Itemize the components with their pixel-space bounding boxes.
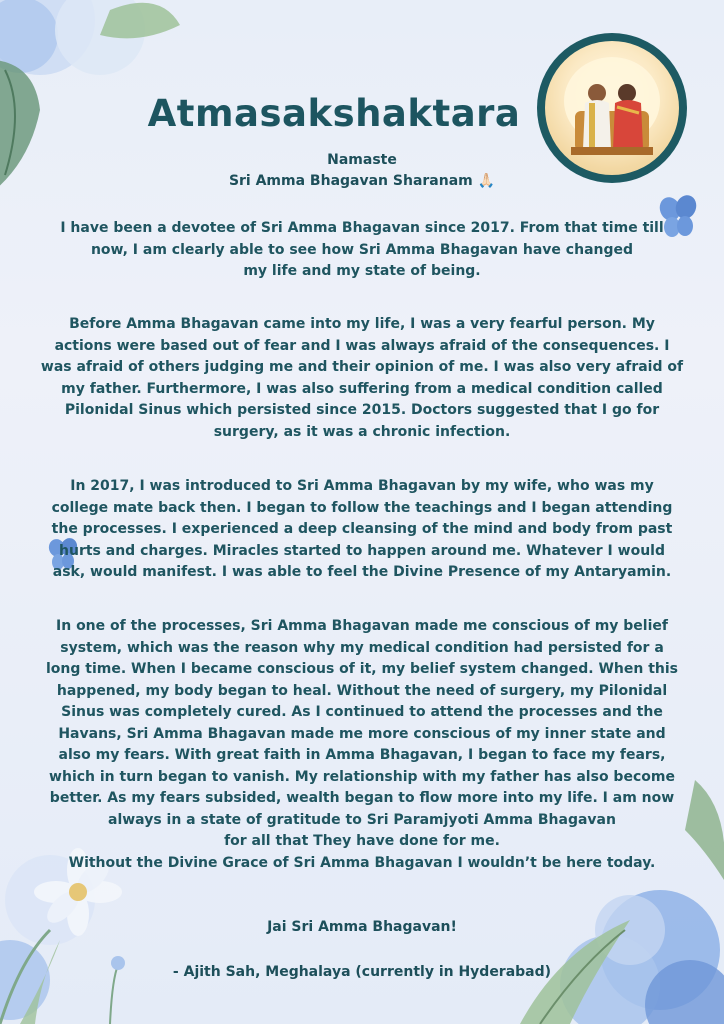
text-line: happened, my body began to heal. Without the need of surgery, my Pilonidal — [56, 682, 668, 699]
paragraph-devotee — [30, 218, 694, 283]
text-line: Without the Divine Grace of Sri Amma Bhagavan I wouldn’t be here today. — [68, 854, 656, 871]
text-line: system, which was the reason why my medical condition had persisted for a — [60, 639, 664, 656]
text-line: always in a state of gratitude to Sri Paramjyoti Amma Bhagavan — [108, 811, 616, 828]
text-line: Sinus was completely cured. As I continued to attend the processes and the — [61, 704, 663, 720]
text-line: actions were based out of fear and I was always afraid of the consequences. I — [54, 337, 670, 354]
text-line: my father. Furthermore, I was also suffering from a medical condition called — [61, 380, 663, 397]
text-line: ask, would manifest. I was able to feel the Divine Presence of my Antaryamin. — [52, 564, 672, 580]
text-line: the processes. I experienced a deep cleansing of the mind and body from past — [51, 521, 673, 537]
text-line: surgery, as it was a chronic infection. — [213, 423, 511, 440]
text-line: I have been a devotee of Sri Amma Bhagavan since 2017. From that time till — [60, 220, 664, 236]
paragraph-processes — [30, 616, 694, 874]
text-line: also my fears. With great faith in Amma Bhagavan, I began to face my fears, — [58, 747, 666, 763]
text-line: my life and my state of being. — [243, 263, 481, 279]
text-line: Havans, Sri Amma Bhagavan made me more conscious of my inner state and — [58, 725, 666, 742]
paragraph-introduced — [30, 476, 694, 584]
text-line: now, I am clearly able to see how Sri Amma Bhagavan have changed — [90, 241, 634, 258]
greeting-namaste: Namaste — [327, 152, 397, 168]
text-line: was afraid of others judging me and their opinion of me. I was also very afraid of — [40, 359, 684, 375]
text-line: hurts and charges. Miracles started to happen around me. Whatever I would — [59, 542, 665, 559]
text-line: for all that They have done for me. — [224, 833, 500, 849]
paragraph-before — [30, 314, 694, 443]
text-line: In one of the processes, Sri Amma Bhagavan made me conscious of my belief — [56, 618, 668, 634]
text-line: college mate back then. I began to follow the teachings and I began attending — [51, 499, 673, 516]
text-line: long time. When I became conscious of it, my belief system changed. When this — [45, 661, 679, 677]
closing-line: Jai Sri Amma Bhagavan! — [267, 919, 457, 935]
text-line: Before Amma Bhagavan came into my life, I was a very fearful person. My — [69, 316, 655, 332]
text-line: In 2017, I was introduced to Sri Amma Bhagavan by my wife, who was my — [70, 478, 654, 494]
greeting-sharanam: Sri Amma Bhagavan Sharanam 🙏🏻 — [228, 173, 496, 189]
signature: - Ajith Sah, Meghalaya (currently in Hyderabad) — [172, 964, 552, 980]
text-line: which in turn began to vanish. My relationship with my father has also become — [49, 768, 675, 785]
text-line: Pilonidal Sinus which persisted since 2015. Doctors suggested that I go for — [64, 402, 660, 418]
text-line: better. As my fears subsided, wealth began to flow more into my life. I am now — [49, 790, 675, 806]
page-title: Atmasakshaktara — [147, 92, 521, 135]
